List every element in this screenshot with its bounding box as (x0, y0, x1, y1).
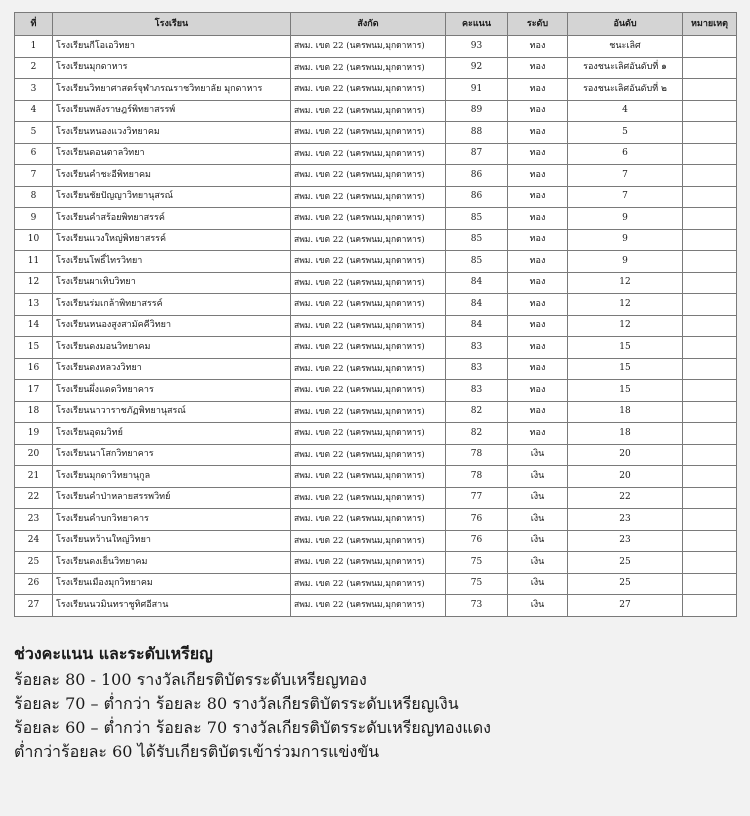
row-number: 14 (15, 315, 53, 337)
row-number: 24 (15, 530, 53, 552)
school-name: โรงเรียนดอนตาลวิทยา (53, 143, 291, 165)
school-name: โรงเรียนโพธิ์ไทรวิทยา (53, 251, 291, 273)
row-number: 10 (15, 229, 53, 251)
school-name: โรงเรียนพลังราษฎร์พิทยาสรรพ์ (53, 100, 291, 122)
table-row (15, 401, 737, 423)
score: 85 (446, 208, 508, 230)
affiliation: สพม. เขต 22 (นครพนม,มุกดาหาร) (291, 143, 446, 165)
table-row (15, 251, 737, 273)
rank: 23 (568, 530, 683, 552)
rank: 23 (568, 509, 683, 531)
medal-level: ทอง (508, 358, 568, 380)
medal-level: ทอง (508, 186, 568, 208)
note (683, 423, 737, 445)
school-name: โรงเรียนคำบกวิทยาคาร (53, 509, 291, 531)
note (683, 337, 737, 359)
note (683, 251, 737, 273)
affiliation: สพม. เขต 22 (นครพนม,มุกดาหาร) (291, 79, 446, 101)
legend-line-gold: ร้อยละ 80 - 100 รางวัลเกียรติบัตรระดับเหรียญทอง (14, 670, 367, 689)
affiliation: สพม. เขต 22 (นครพนม,มุกดาหาร) (291, 530, 446, 552)
rank: 15 (568, 337, 683, 359)
score: 86 (446, 186, 508, 208)
medal-level: ทอง (508, 229, 568, 251)
table-row (15, 358, 737, 380)
medal-level: ทอง (508, 79, 568, 101)
score: 89 (446, 100, 508, 122)
table-row (15, 229, 737, 251)
medal-level: ทอง (508, 57, 568, 79)
header-note: หมายเหตุ (683, 13, 737, 36)
note (683, 57, 737, 79)
affiliation: สพม. เขต 22 (นครพนม,มุกดาหาร) (291, 36, 446, 58)
score: 83 (446, 358, 508, 380)
medal-level: เงิน (508, 444, 568, 466)
score: 84 (446, 315, 508, 337)
rank: 20 (568, 466, 683, 488)
rank: 12 (568, 315, 683, 337)
table-row (15, 100, 737, 122)
legend-line-bronze: ร้อยละ 60 – ต่ำกว่า ร้อยละ 70 รางวัลเกียรติบัตรระดับเหรียญทองแดง (14, 718, 491, 737)
note (683, 466, 737, 488)
table-body (15, 36, 737, 617)
score: 84 (446, 294, 508, 316)
score: 83 (446, 380, 508, 402)
medal-level: เงิน (508, 509, 568, 531)
school-name: โรงเรียนมุกดาหาร (53, 57, 291, 79)
note (683, 186, 737, 208)
table-row (15, 294, 737, 316)
table-row (15, 165, 737, 187)
medal-level: ทอง (508, 122, 568, 144)
table-row (15, 444, 737, 466)
school-name: โรงเรียนหนองสูงสามัคคีวิทยา (53, 315, 291, 337)
rank: 18 (568, 401, 683, 423)
school-name: โรงเรียนดงมอนวิทยาคม (53, 337, 291, 359)
school-name: โรงเรียนวิทยาศาสตร์จุฬาภรณราชวิทยาลัย มุกดาหาร (53, 79, 291, 101)
affiliation: สพม. เขต 22 (นครพนม,มุกดาหาร) (291, 509, 446, 531)
affiliation: สพม. เขต 22 (นครพนม,มุกดาหาร) (291, 186, 446, 208)
row-number: 15 (15, 337, 53, 359)
note (683, 294, 737, 316)
score: 78 (446, 466, 508, 488)
medal-level: ทอง (508, 272, 568, 294)
rank: 12 (568, 294, 683, 316)
affiliation: สพม. เขต 22 (นครพนม,มุกดาหาร) (291, 294, 446, 316)
table-row (15, 186, 737, 208)
affiliation: สพม. เขต 22 (นครพนม,มุกดาหาร) (291, 165, 446, 187)
school-name: โรงเรียนผาเทิบวิทยา (53, 272, 291, 294)
school-name: โรงเรียนดงหลวงวิทยา (53, 358, 291, 380)
note (683, 358, 737, 380)
medal-level: ทอง (508, 401, 568, 423)
row-number: 2 (15, 57, 53, 79)
table-row (15, 208, 737, 230)
row-number: 25 (15, 552, 53, 574)
table-row (15, 79, 737, 101)
row-number: 22 (15, 487, 53, 509)
header-affiliation: สังกัด (291, 13, 446, 36)
school-name: โรงเรียนกีโอเอวิทยา (53, 36, 291, 58)
score: 75 (446, 573, 508, 595)
score: 82 (446, 401, 508, 423)
medal-level: ทอง (508, 337, 568, 359)
note (683, 100, 737, 122)
medal-level: ทอง (508, 165, 568, 187)
legend-title: ช่วงคะแนน และระดับเหรียญ (14, 644, 213, 663)
row-number: 1 (15, 36, 53, 58)
row-number: 21 (15, 466, 53, 488)
rank: 9 (568, 251, 683, 273)
score: 75 (446, 552, 508, 574)
table-row (15, 487, 737, 509)
rank: รองชนะเลิศอันดับที่ ๑ (568, 57, 683, 79)
row-number: 11 (15, 251, 53, 273)
affiliation: สพม. เขต 22 (นครพนม,มุกดาหาร) (291, 251, 446, 273)
affiliation: สพม. เขต 22 (นครพนม,มุกดาหาร) (291, 466, 446, 488)
rank: 15 (568, 358, 683, 380)
row-number: 3 (15, 79, 53, 101)
rank: 25 (568, 573, 683, 595)
row-number: 23 (15, 509, 53, 531)
table-row (15, 466, 737, 488)
note (683, 595, 737, 617)
score: 84 (446, 272, 508, 294)
table-row (15, 423, 737, 445)
rank: 20 (568, 444, 683, 466)
table-row (15, 272, 737, 294)
table-row (15, 380, 737, 402)
table-row (15, 573, 737, 595)
medal-level: ทอง (508, 100, 568, 122)
affiliation: สพม. เขต 22 (นครพนม,มุกดาหาร) (291, 229, 446, 251)
medal-level: ทอง (508, 143, 568, 165)
affiliation: สพม. เขต 22 (นครพนม,มุกดาหาร) (291, 573, 446, 595)
school-name: โรงเรียนหว้านใหญ่วิทยา (53, 530, 291, 552)
table-header-row (15, 13, 737, 36)
row-number: 20 (15, 444, 53, 466)
score: 82 (446, 423, 508, 445)
row-number: 27 (15, 595, 53, 617)
school-name: โรงเรียนนาวาราชภัฏพิทยานุสรณ์ (53, 401, 291, 423)
affiliation: สพม. เขต 22 (นครพนม,มุกดาหาร) (291, 444, 446, 466)
row-number: 18 (15, 401, 53, 423)
score: 87 (446, 143, 508, 165)
note (683, 315, 737, 337)
school-name: โรงเรียนดงเย็นวิทยาคม (53, 552, 291, 574)
school-name: โรงเรียนนาโสกวิทยาคาร (53, 444, 291, 466)
row-number: 16 (15, 358, 53, 380)
medal-level: เงิน (508, 530, 568, 552)
rank: 9 (568, 208, 683, 230)
note (683, 552, 737, 574)
rank: 15 (568, 380, 683, 402)
note (683, 401, 737, 423)
rank: 27 (568, 595, 683, 617)
table-row (15, 509, 737, 531)
medal-level: ทอง (508, 315, 568, 337)
table-row (15, 122, 737, 144)
note (683, 165, 737, 187)
header-rank: อันดับ (568, 13, 683, 36)
score: 92 (446, 57, 508, 79)
table-row (15, 337, 737, 359)
note (683, 229, 737, 251)
results-table (14, 12, 737, 617)
note (683, 79, 737, 101)
school-name: โรงเรียนคำสร้อยพิทยาสรรค์ (53, 208, 291, 230)
row-number: 5 (15, 122, 53, 144)
rank: 5 (568, 122, 683, 144)
score: 85 (446, 229, 508, 251)
row-number: 9 (15, 208, 53, 230)
table-row (15, 57, 737, 79)
school-name: โรงเรียนคำป่าหลายสรรพวิทย์ (53, 487, 291, 509)
school-name: โรงเรียนผึ่งแดดวิทยาคาร (53, 380, 291, 402)
medal-level: ทอง (508, 208, 568, 230)
school-name: โรงเรียนนวมินทราชูทิศอีสาน (53, 595, 291, 617)
rank: 12 (568, 272, 683, 294)
medal-level: ทอง (508, 380, 568, 402)
medal-level: เงิน (508, 573, 568, 595)
header-no: ที่ (15, 13, 53, 36)
affiliation: สพม. เขต 22 (นครพนม,มุกดาหาร) (291, 122, 446, 144)
note (683, 530, 737, 552)
affiliation: สพม. เขต 22 (นครพนม,มุกดาหาร) (291, 595, 446, 617)
note (683, 272, 737, 294)
table-row (15, 595, 737, 617)
medal-level: ทอง (508, 294, 568, 316)
medal-level: ทอง (508, 36, 568, 58)
affiliation: สพม. เขต 22 (นครพนม,มุกดาหาร) (291, 272, 446, 294)
rank: 25 (568, 552, 683, 574)
table-row (15, 530, 737, 552)
school-name: โรงเรียนคำชะอีพิทยาคม (53, 165, 291, 187)
note (683, 573, 737, 595)
score: 78 (446, 444, 508, 466)
table-row (15, 36, 737, 58)
header-level: ระดับ (508, 13, 568, 36)
school-name: โรงเรียนชัยปัญญาวิทยานุสรณ์ (53, 186, 291, 208)
rank: ชนะเลิศ (568, 36, 683, 58)
header-school: โรงเรียน (53, 13, 291, 36)
affiliation: สพม. เขต 22 (นครพนม,มุกดาหาร) (291, 358, 446, 380)
score: 76 (446, 509, 508, 531)
medal-level: เงิน (508, 466, 568, 488)
table-row (15, 143, 737, 165)
medal-level: เงิน (508, 487, 568, 509)
rank: รองชนะเลิศอันดับที่ ๒ (568, 79, 683, 101)
affiliation: สพม. เขต 22 (นครพนม,มุกดาหาร) (291, 401, 446, 423)
affiliation: สพม. เขต 22 (นครพนม,มุกดาหาร) (291, 315, 446, 337)
school-name: โรงเรียนแวงใหญ่พิทยาสรรค์ (53, 229, 291, 251)
score: 77 (446, 487, 508, 509)
note (683, 36, 737, 58)
school-name: โรงเรียนร่มเกล้าพิทยาสรรค์ (53, 294, 291, 316)
score: 85 (446, 251, 508, 273)
rank: 7 (568, 186, 683, 208)
legend-line-participation: ต่ำกว่าร้อยละ 60 ได้รับเกียรติบัตรเข้าร่วมการแข่งขัน (14, 742, 380, 761)
affiliation: สพม. เขต 22 (นครพนม,มุกดาหาร) (291, 208, 446, 230)
affiliation: สพม. เขต 22 (นครพนม,มุกดาหาร) (291, 57, 446, 79)
table-row (15, 315, 737, 337)
score: 88 (446, 122, 508, 144)
rank: 6 (568, 143, 683, 165)
rank: 9 (568, 229, 683, 251)
row-number: 17 (15, 380, 53, 402)
header-score: คะแนน (446, 13, 508, 36)
row-number: 12 (15, 272, 53, 294)
affiliation: สพม. เขต 22 (นครพนม,มุกดาหาร) (291, 487, 446, 509)
school-name: โรงเรียนอุดมวิทย์ (53, 423, 291, 445)
medal-level: เงิน (508, 552, 568, 574)
affiliation: สพม. เขต 22 (นครพนม,มุกดาหาร) (291, 552, 446, 574)
score: 93 (446, 36, 508, 58)
score: 91 (446, 79, 508, 101)
note (683, 444, 737, 466)
affiliation: สพม. เขต 22 (นครพนม,มุกดาหาร) (291, 100, 446, 122)
school-name: โรงเรียนมุกดาวิทยานุกูล (53, 466, 291, 488)
school-name: โรงเรียนหนองแวงวิทยาคม (53, 122, 291, 144)
score: 83 (446, 337, 508, 359)
affiliation: สพม. เขต 22 (นครพนม,มุกดาหาร) (291, 423, 446, 445)
score: 73 (446, 595, 508, 617)
legend-line-silver: ร้อยละ 70 – ต่ำกว่า ร้อยละ 80 รางวัลเกียรติบัตรระดับเหรียญเงิน (14, 694, 459, 713)
school-name: โรงเรียนเมืองมุกวิทยาคม (53, 573, 291, 595)
score: 76 (446, 530, 508, 552)
medal-level: ทอง (508, 423, 568, 445)
affiliation: สพม. เขต 22 (นครพนม,มุกดาหาร) (291, 380, 446, 402)
note (683, 487, 737, 509)
affiliation: สพม. เขต 22 (นครพนม,มุกดาหาร) (291, 337, 446, 359)
medal-level: เงิน (508, 595, 568, 617)
note (683, 208, 737, 230)
rank: 7 (568, 165, 683, 187)
note (683, 509, 737, 531)
row-number: 7 (15, 165, 53, 187)
row-number: 6 (15, 143, 53, 165)
row-number: 4 (15, 100, 53, 122)
row-number: 19 (15, 423, 53, 445)
medal-level: ทอง (508, 251, 568, 273)
row-number: 26 (15, 573, 53, 595)
row-number: 13 (15, 294, 53, 316)
score-legend (14, 646, 734, 768)
rank: 18 (568, 423, 683, 445)
row-number: 8 (15, 186, 53, 208)
note (683, 143, 737, 165)
note (683, 380, 737, 402)
score: 86 (446, 165, 508, 187)
note (683, 122, 737, 144)
rank: 4 (568, 100, 683, 122)
table-row (15, 552, 737, 574)
rank: 22 (568, 487, 683, 509)
